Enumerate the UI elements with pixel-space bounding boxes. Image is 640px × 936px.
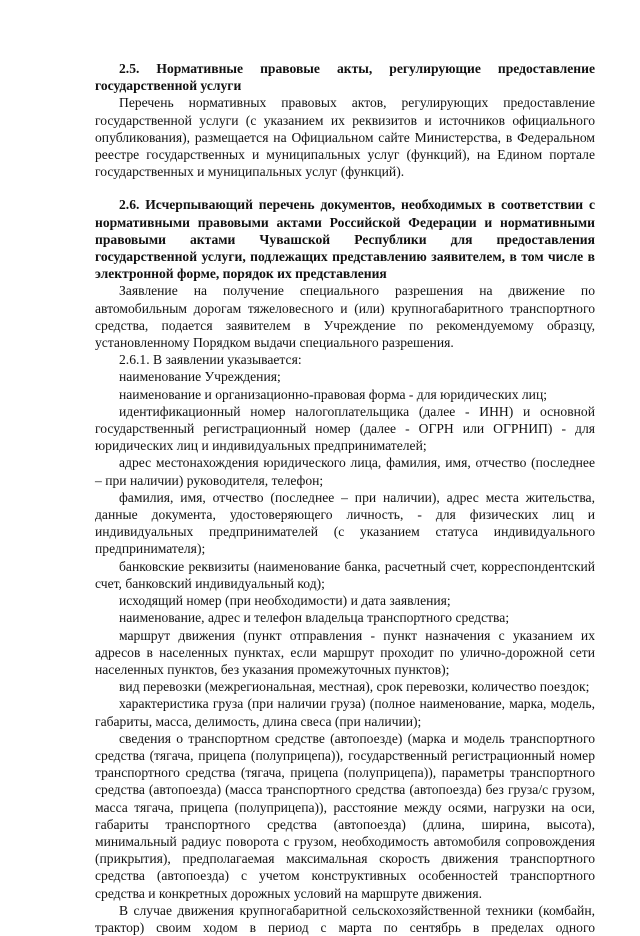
list-item: вид перевозки (межрегиональная, местная), срок перевозки, количество поездок; <box>119 679 590 695</box>
list-item: идентификационный номер налогоплательщика (далее - ИНН) и основной государственный регистрационный номер (далее - ОГРН или ОГРНИП) - для юридических лиц и индивидуальных предпринимателей; <box>95 403 595 454</box>
section-2-6-intro: Заявление на получение специального разрешения на движение по автомобильным дорогам тяжеловесного и (или) крупногабаритного транспортного средства, подается заявителем в Учреждение по рекомендуемому образцу, установленному Порядком выдачи специального разрешения. <box>95 283 595 351</box>
list-item: наименование Учреждения; <box>119 369 281 385</box>
list-item: наименование, адрес и телефон владельца транспортного средства; <box>119 610 510 626</box>
list-item: фамилия, имя, отчество (последнее – при наличии), адрес места жительства, данные документа, удостоверяющего личность, - для физических лиц и индивидуальных предпринимателей (с указанием статуса индивидуального предпринимателя); <box>95 489 595 557</box>
section-2-6-heading: 2.6. Исчерпывающий перечень документов, необходимых в соответствии с нормативными правовыми актами Российской Федерации и нормативными правовыми актами Чувашской Республики для предоставления государственной услуги, подлежащих представлению заявителем, в том числе в электронной форме, порядок их представления <box>95 197 595 282</box>
list-item: маршрут движения (пункт отправления - пункт назначения с указанием их адресов в населенных пунктах, если маршрут проходит по улично-дорожной сети населенных пунктов, без указания промежуточных пунктов); <box>95 627 595 677</box>
section-2-5-heading: 2.5. Нормативные правовые акты, регулирующие предоставление государственной услуги <box>95 61 595 94</box>
list-item: характеристика груза (при наличии груза) (полное наименование, марка, модель, габариты, масса, делимость, длина свеса (при наличии); <box>95 696 595 729</box>
section-2-6-tail: В случае движения крупногабаритной сельскохозяйственной техники (комбайн, трактор) своим ходом в период с марта по сентябрь в пределах одного <box>95 902 595 935</box>
list-item: банковские реквизиты (наименование банка, расчетный счет, корреспондентский счет, банковский индивидуальный код); <box>95 558 595 591</box>
list-item: адрес местонахождения юридического лица, фамилия, имя, отчество (последнее – при наличии) руководителя, телефон; <box>95 455 595 488</box>
subsection-2-6-1: 2.6.1. В заявлении указывается: <box>119 352 302 368</box>
list-item: наименование и организационно-правовая форма - для юридических лиц; <box>119 386 548 402</box>
list-item: сведения о транспортном средстве (автопоезде) (марка и модель транспортного средства (тягача, прицепа (полуприцепа)), государственный регистрационный номер транспортного средства (тягача, прицепа (полуприцепа)), параметры транспортного средства (автопоезда) (масса транспортного средства (автопоезда) без груза/с грузом, масса тягача, прицепа (полуприцепа)), расстояние между осями, нагрузки на оси, габариты транспортного средства (автопоезда) (длина, ширина, высота), минимальный радиус поворота с грузом, необходимость автомобиля сопровождения (прикрытия), предполагаемая максимальная скорость движения транспортного средства (автопоезда) с учетом конструктивных особенностей транспортного средства и конкретных дорожных условий на маршруте движения. <box>95 730 595 901</box>
document-page <box>95 60 595 936</box>
section-2-5-body: Перечень нормативных правовых актов, регулирующих предоставление государственной услуги (с указанием их реквизитов и источников официального опубликования), размещается на Официальном сайте Министерства, в Федеральном реестре государственных и муниципальных услуг (функций), на Едином портале государственных и муниципальных услуг (функций). <box>95 95 595 180</box>
list-item: исходящий номер (при необходимости) и дата заявления; <box>119 593 451 609</box>
